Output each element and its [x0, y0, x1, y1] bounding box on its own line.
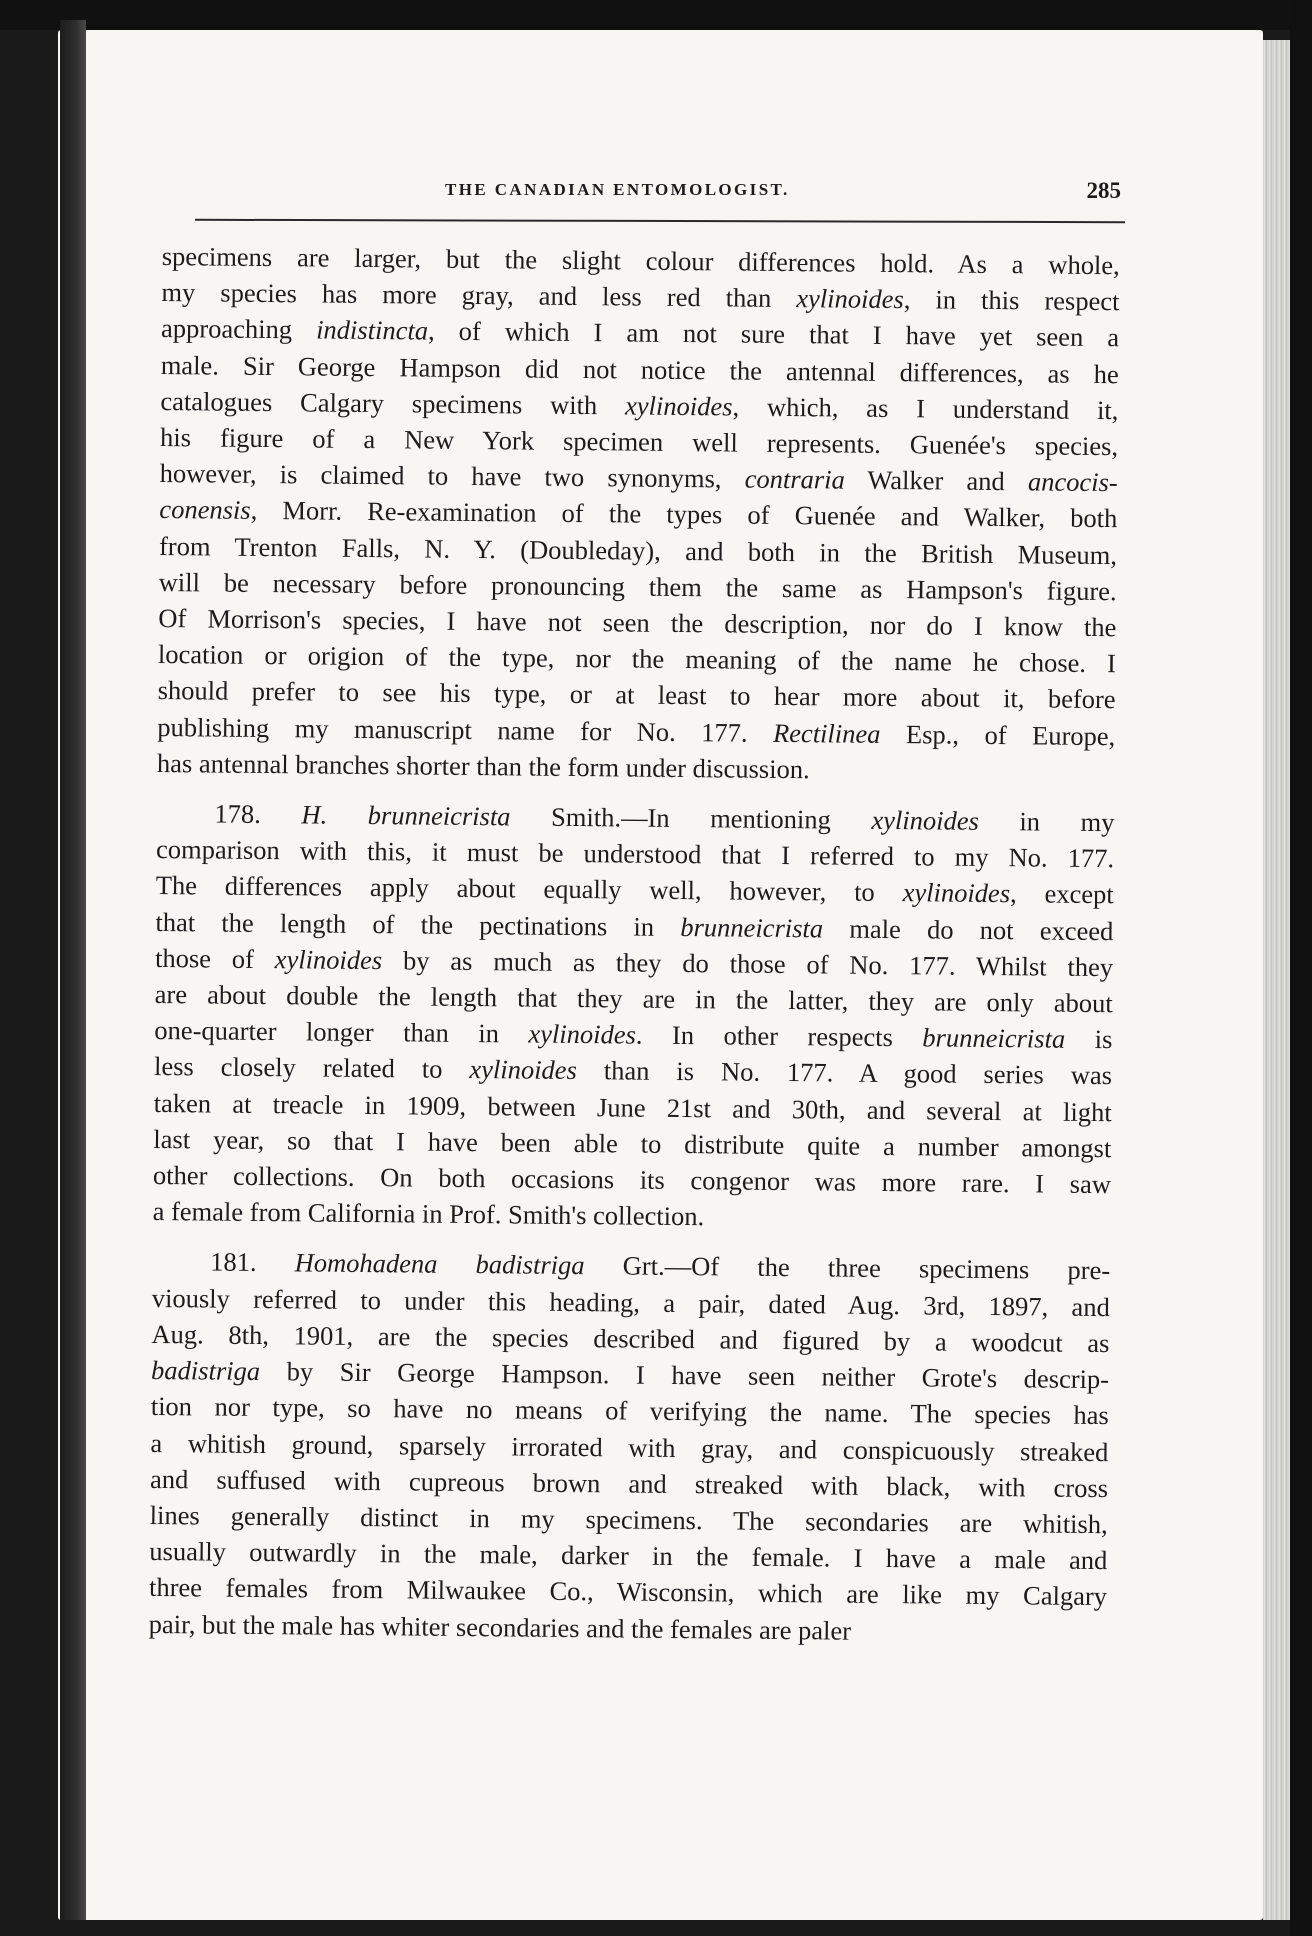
text-line: from Trenton Falls, N. Y. (Doubleday), and both in the British Museum, [158, 530, 1118, 570]
text-line: less closely related to xylinoides than is No. 177. A good series was [153, 1051, 1113, 1091]
page-header [195, 178, 1125, 218]
text-line: approaching indistincta, of which I am not sure that I have yet seen a [160, 313, 1120, 353]
text-line: Of Morrison's species, I have not seen the description, nor do I know the [158, 603, 1117, 643]
text-line: usually outwardly in the male, darker in the female. I have a male and [149, 1536, 1108, 1576]
text-line: are about double the length that they are in the latter, they are only about [154, 979, 1113, 1019]
text-line: will be necessary before pronouncing them the same as Hampson's figure. [158, 566, 1117, 607]
text-line: a female from California in Prof. Smith's collection. [152, 1196, 705, 1232]
text-line: however, is claimed to have two synonyms, contraria Walker and ancocis- [159, 458, 1118, 498]
text-line: other collections. On both occasions its congenor was more rare. I saw [152, 1160, 1112, 1200]
text-line: that the length of the pectinations in brunneicrista male do not exceed [155, 906, 1114, 946]
text-line: last year, so that I have been able to distribute quite a number amongst [153, 1123, 1112, 1164]
text-line: 178. H. brunneicrista Smith.—In mentioning xylinoides in my [214, 798, 1115, 838]
running-title: THE CANADIAN ENTOMOLOGIST. [445, 180, 790, 199]
text-line: one-quarter longer than in xylinoides. In other respects brunneicrista is [154, 1015, 1113, 1055]
text-line: 181. Homohadena badistriga Grt.—Of the three specimens pre- [210, 1246, 1111, 1286]
text-line: The differences apply about equally well, however, to xylinoides, except [155, 870, 1114, 910]
text-line: viously referred to under this heading, a pair, dated Aug. 3rd, 1897, and [151, 1282, 1110, 1322]
text-line: three females from Milwaukee Co., Wisconsin, which are like my Calgary [148, 1572, 1108, 1612]
text-line: badistriga by Sir George Hampson. I have seen neither Grote's descrip- [150, 1355, 1110, 1395]
text-line: location or origion of the type, nor the meaning of the name he chose. I [157, 639, 1117, 679]
text-line: comparison with this, it must be understood that I referred to my No. 177. [155, 834, 1115, 874]
top-scan-shadow [0, 0, 1312, 30]
text-line: and suffused with cupreous brown and streaked with black, with cross [149, 1463, 1109, 1503]
right-scan-border [1290, 0, 1312, 1936]
text-line: taken at treacle in 1909, between June 21st and 30th, and several at light [153, 1087, 1112, 1127]
text-line: should prefer to see his type, or at least to hear more about it, before [157, 675, 1116, 715]
paragraph [149, 1243, 1111, 1650]
text-line: specimens are larger, but the slight colour differences hold. As a whole, [161, 240, 1120, 281]
text-line: pair, but the male has whiter secondaries and the females are paler [148, 1608, 852, 1646]
text-line: his figure of a New York specimen well represents. Guenée's species, [159, 422, 1119, 462]
paragraph [157, 238, 1120, 790]
text-line: my species has more gray, and less red than xylinoides, in this respect [161, 277, 1120, 317]
text-line: lines generally distinct in my specimens. The secondaries are whitish, [149, 1499, 1108, 1540]
text-line: male. Sir George Hampson did not notice the antennal differences, as he [160, 349, 1119, 389]
text-line: Aug. 8th, 1901, are the species described and figured by a woodcut as [151, 1318, 1110, 1359]
body-text [148, 238, 1120, 1665]
book-spine [60, 20, 86, 1920]
text-line: conensis, Morr. Re-examination of the types of Guenée and Walker, both [159, 494, 1118, 534]
paragraph [152, 795, 1114, 1239]
text-line: has antennal branches shorter than the form under discussion. [156, 747, 810, 785]
text-line: those of xylinoides by as much as they do those of No. 177. Whilst they [154, 942, 1114, 983]
page-number: 285 [1086, 178, 1121, 203]
text-line: catalogues Calgary specimens with xylinoides, which, as I understand it, [160, 385, 1119, 426]
text-line: tion nor type, so have no means of verifying the name. The species has [150, 1391, 1109, 1431]
text-line: a whitish ground, sparsely irrorated with gray, and conspicuously streaked [150, 1427, 1109, 1467]
text-line: publishing my manuscript name for No. 177. Rectilinea Esp., of Europe, [157, 711, 1116, 751]
